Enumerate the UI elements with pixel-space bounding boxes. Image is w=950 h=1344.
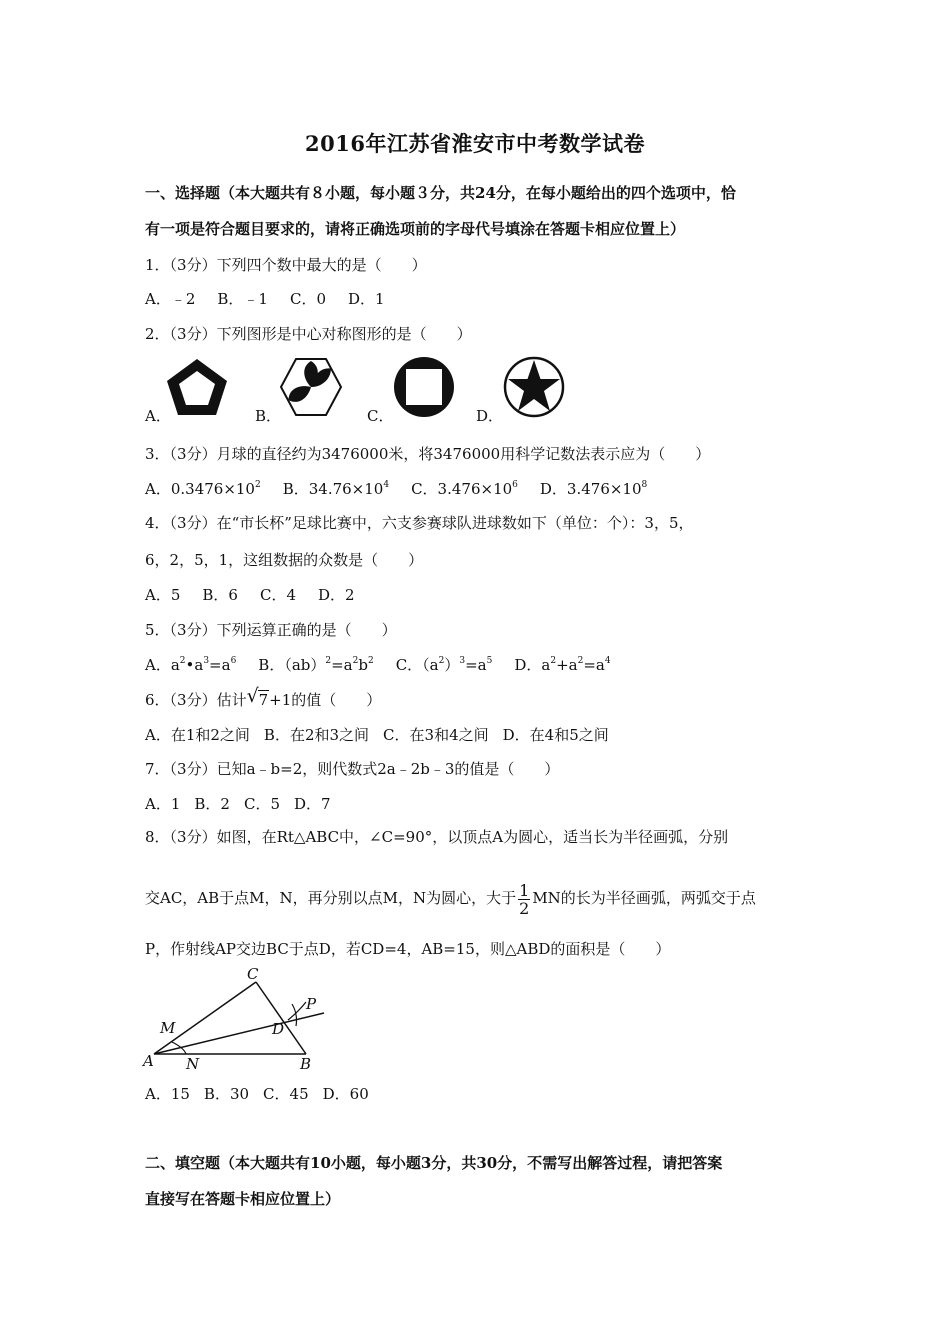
q4-options <box>145 585 377 605</box>
q3-option-d-base: D．3.476×10 <box>539 480 642 498</box>
q5-a-t2: •a <box>185 656 204 674</box>
q5-b-t2: =a <box>331 656 353 674</box>
q5-d-t1: D．a <box>514 656 551 674</box>
q5-b-s2: 2 <box>352 656 359 666</box>
point-b-label: B <box>300 1055 312 1073</box>
star-in-circle-icon <box>502 355 566 419</box>
q1-option-d[interactable]: D．1 <box>348 290 385 308</box>
fraction-one-half <box>518 882 530 917</box>
q5-c-t1: C．（a <box>395 656 439 674</box>
q5-b-s1: 2 <box>325 656 332 666</box>
q6-option-a[interactable]: A．在1和2之间 <box>145 726 250 744</box>
q8-line2-after: MN的长为半径画弧，两弧交于点 <box>532 889 756 907</box>
q2-option-c[interactable]: C． <box>367 407 394 425</box>
q5-option-a[interactable] <box>145 655 236 675</box>
q7-options <box>145 794 345 814</box>
q1-option-a[interactable]: A．﹣2 <box>145 290 196 308</box>
q5-c-s2: 3 <box>459 656 466 666</box>
sqrt-sign-icon: √ <box>246 685 259 707</box>
q8-option-b[interactable]: B．30 <box>203 1085 250 1103</box>
q5-c-t3: =a <box>465 656 487 674</box>
point-p-label: P <box>306 995 317 1013</box>
q6-stem-before: 6．（3分）估计 <box>145 691 247 709</box>
point-d-label: D <box>272 1020 285 1038</box>
q6-option-d[interactable]: D．在4和5之间 <box>502 726 609 744</box>
q8-option-d[interactable]: D．60 <box>322 1085 369 1103</box>
q5-option-c[interactable] <box>396 655 493 675</box>
q3-option-d[interactable] <box>540 479 647 499</box>
q4-option-d[interactable]: D．2 <box>318 586 355 604</box>
q1-option-c[interactable]: C．0 <box>289 290 326 308</box>
q5-b-t1: B．（ab） <box>258 656 326 674</box>
q8-stem-line2 <box>145 878 756 918</box>
q5-a-t1: A．a <box>145 656 180 674</box>
point-c-label: C <box>247 965 259 983</box>
q1-stem: 1．（3分）下列四个数中最大的是（ ） <box>145 256 427 274</box>
q6-option-c[interactable]: C．在3和4之间 <box>383 726 489 744</box>
q3-option-c[interactable] <box>411 479 518 499</box>
q6-stem-after: +1的值（ ） <box>269 691 382 709</box>
q5-b-s3: 2 <box>367 656 374 666</box>
q3-option-c-exp: 6 <box>512 480 518 490</box>
q1-option-b[interactable]: B．﹣1 <box>217 290 268 308</box>
pentagon-in-pentagon-icon <box>164 357 230 417</box>
q5-stem: 5．（3分）下列运算正确的是（ ） <box>145 621 397 639</box>
page-title: 2016年江苏省淮安市中考数学试卷 <box>305 131 645 156</box>
q8-options <box>145 1084 383 1104</box>
q5-d-t2: +a <box>556 656 578 674</box>
q5-option-d[interactable] <box>514 655 610 675</box>
q3-option-c-base: C．3.476×10 <box>411 480 513 498</box>
q5-d-s1: 2 <box>550 656 557 666</box>
q4-option-a[interactable]: A．5 <box>145 586 181 604</box>
q4-stem-line2: 6，2，5，1，这组数据的众数是（ ） <box>145 551 424 569</box>
q5-options <box>145 655 633 675</box>
q5-c-s1: 2 <box>438 656 445 666</box>
section2-heading-line1: 二、填空题（本大题共有10小题，每小题3分，共30分，不需写出解答过程，请把答案 <box>145 1154 723 1172</box>
sqrt-radicand: 7 <box>258 691 269 709</box>
q2-option-b[interactable]: B． <box>255 407 282 425</box>
q6-stem <box>145 685 382 710</box>
q7-option-a[interactable]: A．1 <box>145 795 181 813</box>
q5-a-s3: 6 <box>230 656 237 666</box>
q4-option-b[interactable]: B．6 <box>202 586 238 604</box>
q2-option-d[interactable]: D． <box>476 407 504 425</box>
q8-stem-line3: P，作射线AP交边BC于点D，若CD=4，AB=15，则△ABD的面积是（ ） <box>145 940 671 958</box>
q5-option-b[interactable] <box>258 655 373 675</box>
q5-c-s3: 5 <box>486 656 493 666</box>
q5-a-s1: 2 <box>179 656 186 666</box>
fraction-denominator: 2 <box>519 898 530 918</box>
fraction-numerator: 1 <box>519 880 530 900</box>
q5-a-t3: =a <box>209 656 231 674</box>
q8-option-a[interactable]: A．15 <box>145 1085 190 1103</box>
q8-triangle-figure <box>140 962 340 1077</box>
q3-option-a[interactable] <box>145 479 261 499</box>
point-m-label: M <box>160 1019 176 1037</box>
sqrt-expression <box>246 685 270 710</box>
q1-options <box>145 289 407 309</box>
q5-b-t3: b <box>358 656 368 674</box>
q3-option-b-exp: 4 <box>383 480 390 490</box>
q6-options <box>145 725 623 745</box>
point-a-label: A <box>143 1052 154 1070</box>
q3-option-d-exp: 8 <box>641 480 648 490</box>
section1-heading-line2: 有一项是符合题目要求的，请将正确选项前的字母代号填涂在答题卡相应位置上） <box>145 220 686 238</box>
square-in-circle-icon <box>392 355 456 419</box>
q6-option-b[interactable]: B．在2和3之间 <box>263 726 370 744</box>
section2-heading-line2: 直接写在答题卡相应位置上） <box>145 1190 341 1208</box>
q2-stem: 2．（3分）下列图形是中心对称图形的是（ ） <box>145 325 472 343</box>
q8-stem-line1: 8．（3分）如图，在Rt△ABC中，∠C=90°，以顶点A为圆心，适当长为半径画弧，分别 <box>145 828 729 846</box>
q8-option-c[interactable]: C．45 <box>263 1085 309 1103</box>
q3-option-b[interactable] <box>283 479 389 499</box>
q7-option-d[interactable]: D．7 <box>294 795 331 813</box>
q8-line2-before: 交AC，AB于点M，N，再分别以点M，N为圆心，大于 <box>145 889 517 907</box>
q7-option-c[interactable]: C．5 <box>243 795 280 813</box>
q3-stem: 3．（3分）月球的直径约为3476000米，将3476000用科学记数法表示应为（ ） <box>145 445 711 463</box>
point-n-label: N <box>186 1055 200 1073</box>
q2-option-a[interactable]: A． <box>145 407 171 425</box>
q4-stem-line1: 4．（3分）在“市长杯”足球比赛中，六支参赛球队进球数如下（单位：个）：3，5， <box>145 514 694 532</box>
section1-heading-line1: 一、选择题（本大题共有８小题，每小题３分，共24分，在每小题给出的四个选项中，恰 <box>145 184 736 202</box>
q3-option-a-exp: 2 <box>254 480 261 490</box>
q5-c-t2: ） <box>444 656 460 674</box>
q3-options <box>145 479 669 499</box>
q5-d-t3: =a <box>583 656 605 674</box>
q7-option-b[interactable]: B．2 <box>194 795 230 813</box>
q5-d-s2: 2 <box>577 656 584 666</box>
hexagon-with-petals-icon <box>279 357 343 417</box>
q3-option-b-base: B．34.76×10 <box>282 480 384 498</box>
q5-a-s2: 3 <box>203 656 210 666</box>
q3-option-a-base: A．0.3476×10 <box>145 480 255 498</box>
q4-option-c[interactable]: C．4 <box>259 586 296 604</box>
q5-d-s3: 4 <box>604 656 611 666</box>
q7-stem: 7．（3分）已知a﹣b=2，则代数式2a﹣2b﹣3的值是（ ） <box>145 760 560 778</box>
